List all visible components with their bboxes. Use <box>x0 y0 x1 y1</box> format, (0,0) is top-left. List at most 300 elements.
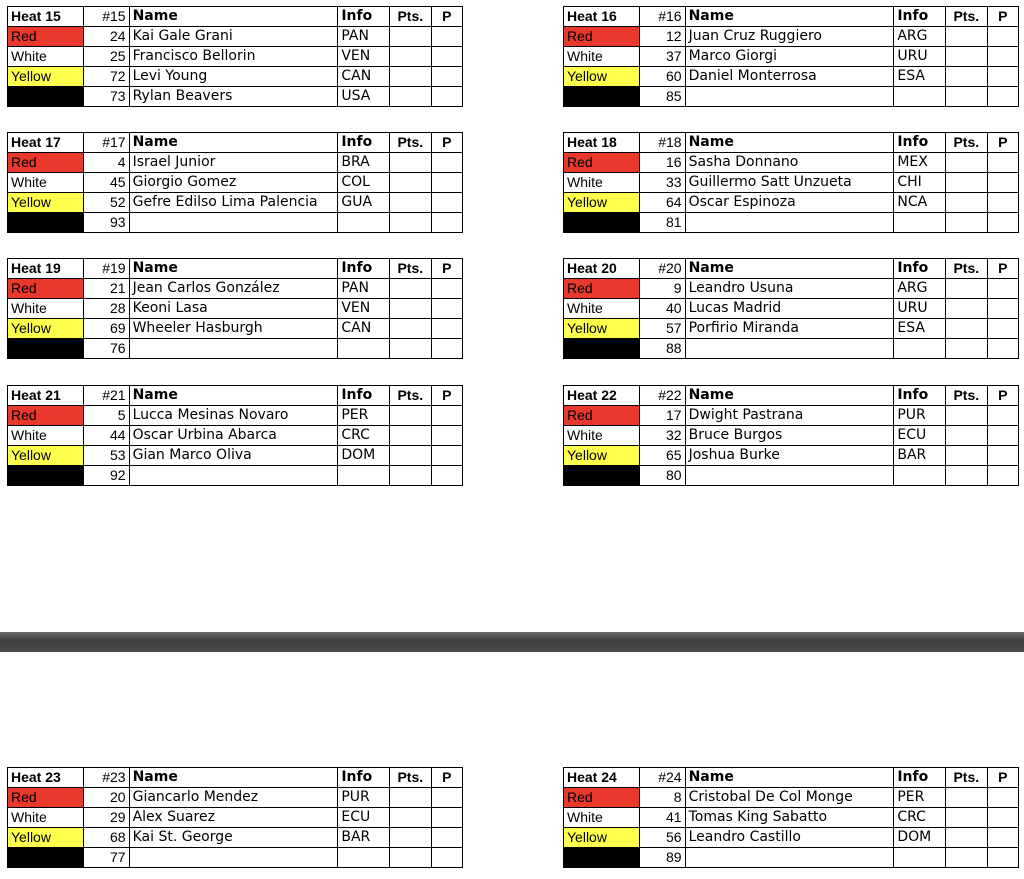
competitor-country: ESA <box>894 319 946 339</box>
competitor-name: Sasha Donnano <box>685 153 894 173</box>
competitor-country: MEX <box>894 153 946 173</box>
points-cell <box>390 47 432 67</box>
competitor-country: ARG <box>894 279 946 299</box>
competitor-number: 32 <box>640 426 686 446</box>
competitor-name: Gefre Edilso Lima Palencia <box>129 193 338 213</box>
column-info-header: Info <box>338 7 390 27</box>
competitor-row <box>564 299 1019 319</box>
place-cell <box>987 426 1018 446</box>
column-name-header: Name <box>685 386 894 406</box>
competitor-country <box>894 213 946 233</box>
competitor-row <box>8 173 463 193</box>
heat-table-21 <box>7 385 463 486</box>
competitor-number: 76 <box>84 339 130 359</box>
heat-number: #18 <box>640 133 686 153</box>
place-cell <box>431 213 462 233</box>
place-cell <box>431 193 462 213</box>
competitor-number: 40 <box>640 299 686 319</box>
competitor-name <box>129 848 338 868</box>
jersey-color: White <box>564 808 640 828</box>
heat-table-22 <box>563 385 1019 486</box>
competitor-row <box>564 828 1019 848</box>
competitor-number: 53 <box>84 446 130 466</box>
points-cell <box>946 319 988 339</box>
competitor-name <box>685 87 894 107</box>
place-cell <box>431 406 462 426</box>
column-p-header: P <box>987 768 1018 788</box>
place-cell <box>987 828 1018 848</box>
competitor-number: 24 <box>84 27 130 47</box>
column-p-header: P <box>987 259 1018 279</box>
competitor-country <box>894 848 946 868</box>
column-pts-header: Pts. <box>946 768 988 788</box>
jersey-color: Black <box>8 339 84 359</box>
place-cell <box>987 173 1018 193</box>
heat-number: #16 <box>640 7 686 27</box>
column-pts-header: Pts. <box>946 133 988 153</box>
competitor-number: 73 <box>84 87 130 107</box>
competitor-country: CAN <box>338 319 390 339</box>
competitor-name: Oscar Urbina Abarca <box>129 426 338 446</box>
competitor-row <box>8 828 463 848</box>
competitor-name <box>129 213 338 233</box>
column-info-header: Info <box>338 386 390 406</box>
heat-table-24 <box>563 767 1019 868</box>
place-cell <box>987 87 1018 107</box>
place-cell <box>987 193 1018 213</box>
competitor-number: 72 <box>84 67 130 87</box>
place-cell <box>431 426 462 446</box>
competitor-name <box>685 213 894 233</box>
competitor-number: 9 <box>640 279 686 299</box>
competitor-country <box>894 339 946 359</box>
competitor-name: Lucas Madrid <box>685 299 894 319</box>
competitor-number: 33 <box>640 173 686 193</box>
place-cell <box>431 339 462 359</box>
heat-number: #17 <box>84 133 130 153</box>
heat-title: Heat 18 <box>564 133 640 153</box>
competitor-number: 80 <box>640 466 686 486</box>
competitor-number: 60 <box>640 67 686 87</box>
points-cell <box>390 279 432 299</box>
column-info-header: Info <box>894 133 946 153</box>
competitor-name <box>129 466 338 486</box>
jersey-color: Black <box>564 339 640 359</box>
column-info-header: Info <box>894 259 946 279</box>
competitor-country: BAR <box>894 446 946 466</box>
heat-number: #20 <box>640 259 686 279</box>
competitor-country: CHI <box>894 173 946 193</box>
competitor-number: 93 <box>84 213 130 233</box>
heat-header-row <box>8 7 463 27</box>
heat-title: Heat 23 <box>8 768 84 788</box>
competitor-name <box>129 339 338 359</box>
points-cell <box>390 319 432 339</box>
jersey-color: Red <box>564 153 640 173</box>
competitor-name: Giancarlo Mendez <box>129 788 338 808</box>
competitor-row <box>564 339 1019 359</box>
heat-title: Heat 24 <box>564 768 640 788</box>
page-break-divider <box>0 632 1024 652</box>
place-cell <box>987 213 1018 233</box>
competitor-country: COL <box>338 173 390 193</box>
heat-header-row <box>564 259 1019 279</box>
heat-table-18 <box>563 132 1019 233</box>
heat-table-16 <box>563 6 1019 107</box>
competitor-row <box>564 193 1019 213</box>
jersey-color: Yellow <box>564 319 640 339</box>
competitor-country: BRA <box>338 153 390 173</box>
competitor-country <box>338 213 390 233</box>
competitor-row <box>8 446 463 466</box>
competitor-name: Lucca Mesinas Novaro <box>129 406 338 426</box>
competitor-name: Levi Young <box>129 67 338 87</box>
competitor-row <box>564 213 1019 233</box>
column-p-header: P <box>431 7 462 27</box>
heat-header-row <box>564 386 1019 406</box>
jersey-color: White <box>564 47 640 67</box>
competitor-number: 37 <box>640 47 686 67</box>
competitor-country: CAN <box>338 67 390 87</box>
competitor-country: CRC <box>338 426 390 446</box>
competitor-row <box>8 788 463 808</box>
competitor-row <box>564 27 1019 47</box>
jersey-color: Black <box>8 87 84 107</box>
competitor-row <box>8 299 463 319</box>
column-p-header: P <box>987 133 1018 153</box>
competitor-country <box>338 339 390 359</box>
jersey-color: Yellow <box>8 193 84 213</box>
column-p-header: P <box>431 259 462 279</box>
competitor-number: 81 <box>640 213 686 233</box>
competitor-country: GUA <box>338 193 390 213</box>
points-cell <box>946 466 988 486</box>
jersey-color: Black <box>564 466 640 486</box>
jersey-color: White <box>564 173 640 193</box>
column-name-header: Name <box>129 386 338 406</box>
place-cell <box>431 808 462 828</box>
competitor-country: PER <box>894 788 946 808</box>
column-p-header: P <box>431 133 462 153</box>
heat-header-row <box>8 133 463 153</box>
jersey-color: White <box>8 426 84 446</box>
column-pts-header: Pts. <box>946 7 988 27</box>
competitor-name: Israel Junior <box>129 153 338 173</box>
competitor-name: Tomas King Sabatto <box>685 808 894 828</box>
competitor-number: 85 <box>640 87 686 107</box>
column-p-header: P <box>987 386 1018 406</box>
competitor-row <box>564 406 1019 426</box>
competitor-row <box>8 339 463 359</box>
competitor-number: 5 <box>84 406 130 426</box>
jersey-color: White <box>564 299 640 319</box>
jersey-color: White <box>564 426 640 446</box>
competitor-country: ESA <box>894 67 946 87</box>
competitor-row <box>8 47 463 67</box>
column-pts-header: Pts. <box>390 7 432 27</box>
heat-number: #22 <box>640 386 686 406</box>
heat-header-row <box>8 768 463 788</box>
column-name-header: Name <box>685 768 894 788</box>
competitor-row <box>564 87 1019 107</box>
competitor-number: 12 <box>640 27 686 47</box>
place-cell <box>431 47 462 67</box>
jersey-color: Red <box>564 788 640 808</box>
jersey-color: Yellow <box>8 446 84 466</box>
competitor-number: 57 <box>640 319 686 339</box>
heat-table-17 <box>7 132 463 233</box>
competitor-number: 88 <box>640 339 686 359</box>
points-cell <box>946 299 988 319</box>
place-cell <box>431 87 462 107</box>
competitor-row <box>564 848 1019 868</box>
heat-number: #23 <box>84 768 130 788</box>
points-cell <box>946 153 988 173</box>
competitor-country: URU <box>894 299 946 319</box>
jersey-color: Black <box>8 466 84 486</box>
points-cell <box>946 828 988 848</box>
jersey-color: Black <box>8 213 84 233</box>
competitor-country: DOM <box>894 828 946 848</box>
competitor-row <box>8 279 463 299</box>
jersey-color: Yellow <box>564 67 640 87</box>
competitor-row <box>8 319 463 339</box>
heat-title: Heat 17 <box>8 133 84 153</box>
heat-number: #24 <box>640 768 686 788</box>
competitor-number: 92 <box>84 466 130 486</box>
place-cell <box>431 27 462 47</box>
competitor-name: Daniel Monterrosa <box>685 67 894 87</box>
competitor-row <box>8 193 463 213</box>
points-cell <box>946 788 988 808</box>
place-cell <box>987 406 1018 426</box>
competitor-row <box>564 173 1019 193</box>
jersey-color: White <box>8 47 84 67</box>
competitor-country: DOM <box>338 446 390 466</box>
place-cell <box>987 466 1018 486</box>
competitor-name: Joshua Burke <box>685 446 894 466</box>
column-name-header: Name <box>129 7 338 27</box>
jersey-color: Black <box>564 87 640 107</box>
competitor-name: Bruce Burgos <box>685 426 894 446</box>
points-cell <box>946 406 988 426</box>
competitor-number: 21 <box>84 279 130 299</box>
competitor-country <box>894 87 946 107</box>
competitor-country: ECU <box>894 426 946 446</box>
competitor-number: 28 <box>84 299 130 319</box>
competitor-row <box>564 319 1019 339</box>
place-cell <box>431 67 462 87</box>
place-cell <box>431 173 462 193</box>
competitor-country: PAN <box>338 27 390 47</box>
points-cell <box>390 67 432 87</box>
place-cell <box>987 808 1018 828</box>
points-cell <box>946 808 988 828</box>
heat-header-row <box>564 133 1019 153</box>
points-cell <box>946 426 988 446</box>
points-cell <box>946 848 988 868</box>
competitor-row <box>564 426 1019 446</box>
competitor-number: 56 <box>640 828 686 848</box>
competitor-name: Rylan Beavers <box>129 87 338 107</box>
points-cell <box>390 828 432 848</box>
place-cell <box>431 466 462 486</box>
place-cell <box>987 279 1018 299</box>
place-cell <box>987 848 1018 868</box>
competitor-row <box>8 87 463 107</box>
place-cell <box>431 446 462 466</box>
heat-title: Heat 20 <box>564 259 640 279</box>
competitor-number: 17 <box>640 406 686 426</box>
competitor-number: 4 <box>84 153 130 173</box>
competitor-number: 16 <box>640 153 686 173</box>
column-pts-header: Pts. <box>946 386 988 406</box>
competitor-name: Oscar Espinoza <box>685 193 894 213</box>
place-cell <box>987 67 1018 87</box>
competitor-name: Marco Giorgi <box>685 47 894 67</box>
column-pts-header: Pts. <box>390 133 432 153</box>
points-cell <box>946 446 988 466</box>
place-cell <box>987 47 1018 67</box>
place-cell <box>987 27 1018 47</box>
competitor-country: BAR <box>338 828 390 848</box>
jersey-color: Black <box>564 848 640 868</box>
competitor-country: ECU <box>338 808 390 828</box>
competitor-row <box>564 446 1019 466</box>
jersey-color: Red <box>564 279 640 299</box>
heat-number: #21 <box>84 386 130 406</box>
competitor-name: Leandro Castillo <box>685 828 894 848</box>
heat-header-row <box>564 768 1019 788</box>
place-cell <box>987 446 1018 466</box>
competitor-name: Kai St. George <box>129 828 338 848</box>
points-cell <box>390 213 432 233</box>
column-p-header: P <box>431 768 462 788</box>
points-cell <box>946 27 988 47</box>
jersey-color: White <box>8 299 84 319</box>
competitor-number: 44 <box>84 426 130 446</box>
competitor-name: Cristobal De Col Monge <box>685 788 894 808</box>
competitor-row <box>564 47 1019 67</box>
competitor-name: Juan Cruz Ruggiero <box>685 27 894 47</box>
points-cell <box>946 339 988 359</box>
competitor-number: 77 <box>84 848 130 868</box>
competitor-name: Kai Gale Grani <box>129 27 338 47</box>
points-cell <box>390 808 432 828</box>
competitor-number: 29 <box>84 808 130 828</box>
place-cell <box>987 788 1018 808</box>
competitor-country <box>338 466 390 486</box>
points-cell <box>946 279 988 299</box>
competitor-row <box>8 466 463 486</box>
points-cell <box>390 299 432 319</box>
competitor-row <box>564 279 1019 299</box>
competitor-name: Jean Carlos González <box>129 279 338 299</box>
competitor-number: 68 <box>84 828 130 848</box>
place-cell <box>431 319 462 339</box>
heat-table-15 <box>7 6 463 107</box>
competitor-number: 41 <box>640 808 686 828</box>
competitor-name: Giorgio Gomez <box>129 173 338 193</box>
jersey-color: White <box>8 808 84 828</box>
jersey-color: Black <box>564 213 640 233</box>
points-cell <box>390 27 432 47</box>
points-cell <box>946 47 988 67</box>
points-cell <box>390 466 432 486</box>
competitor-name: Alex Suarez <box>129 808 338 828</box>
competitor-country: VEN <box>338 299 390 319</box>
place-cell <box>987 339 1018 359</box>
points-cell <box>390 87 432 107</box>
jersey-color: Yellow <box>564 828 640 848</box>
points-cell <box>390 339 432 359</box>
points-cell <box>390 153 432 173</box>
competitor-number: 25 <box>84 47 130 67</box>
competitor-name <box>685 466 894 486</box>
column-p-header: P <box>987 7 1018 27</box>
competitor-number: 52 <box>84 193 130 213</box>
competitor-number: 20 <box>84 788 130 808</box>
column-info-header: Info <box>894 386 946 406</box>
competitor-name: Francisco Bellorin <box>129 47 338 67</box>
jersey-color: Yellow <box>8 828 84 848</box>
competitor-row <box>8 153 463 173</box>
column-name-header: Name <box>685 259 894 279</box>
heat-table-20 <box>563 258 1019 359</box>
points-cell <box>946 213 988 233</box>
jersey-color: Yellow <box>8 319 84 339</box>
points-cell <box>390 406 432 426</box>
points-cell <box>946 193 988 213</box>
heat-header-row <box>564 7 1019 27</box>
column-pts-header: Pts. <box>390 768 432 788</box>
heat-header-row <box>8 386 463 406</box>
heat-number: #19 <box>84 259 130 279</box>
column-pts-header: Pts. <box>390 386 432 406</box>
points-cell <box>946 67 988 87</box>
competitor-row <box>8 67 463 87</box>
column-name-header: Name <box>685 133 894 153</box>
competitor-row <box>8 213 463 233</box>
competitor-name: Keoni Lasa <box>129 299 338 319</box>
competitor-country: CRC <box>894 808 946 828</box>
jersey-color: Yellow <box>564 193 640 213</box>
competitor-number: 69 <box>84 319 130 339</box>
place-cell <box>987 299 1018 319</box>
heat-table-23 <box>7 767 463 868</box>
points-cell <box>390 193 432 213</box>
place-cell <box>431 848 462 868</box>
competitor-country: VEN <box>338 47 390 67</box>
competitor-name <box>685 848 894 868</box>
competitor-row <box>564 788 1019 808</box>
competitor-number: 89 <box>640 848 686 868</box>
place-cell <box>431 788 462 808</box>
column-info-header: Info <box>894 7 946 27</box>
competitor-name: Gian Marco Oliva <box>129 446 338 466</box>
place-cell <box>987 319 1018 339</box>
competitor-country: PUR <box>894 406 946 426</box>
column-pts-header: Pts. <box>390 259 432 279</box>
competitor-row <box>8 406 463 426</box>
competitor-number: 8 <box>640 788 686 808</box>
column-p-header: P <box>431 386 462 406</box>
points-cell <box>390 446 432 466</box>
column-pts-header: Pts. <box>946 259 988 279</box>
competitor-row <box>8 426 463 446</box>
heat-title: Heat 21 <box>8 386 84 406</box>
heat-header-row <box>8 259 463 279</box>
